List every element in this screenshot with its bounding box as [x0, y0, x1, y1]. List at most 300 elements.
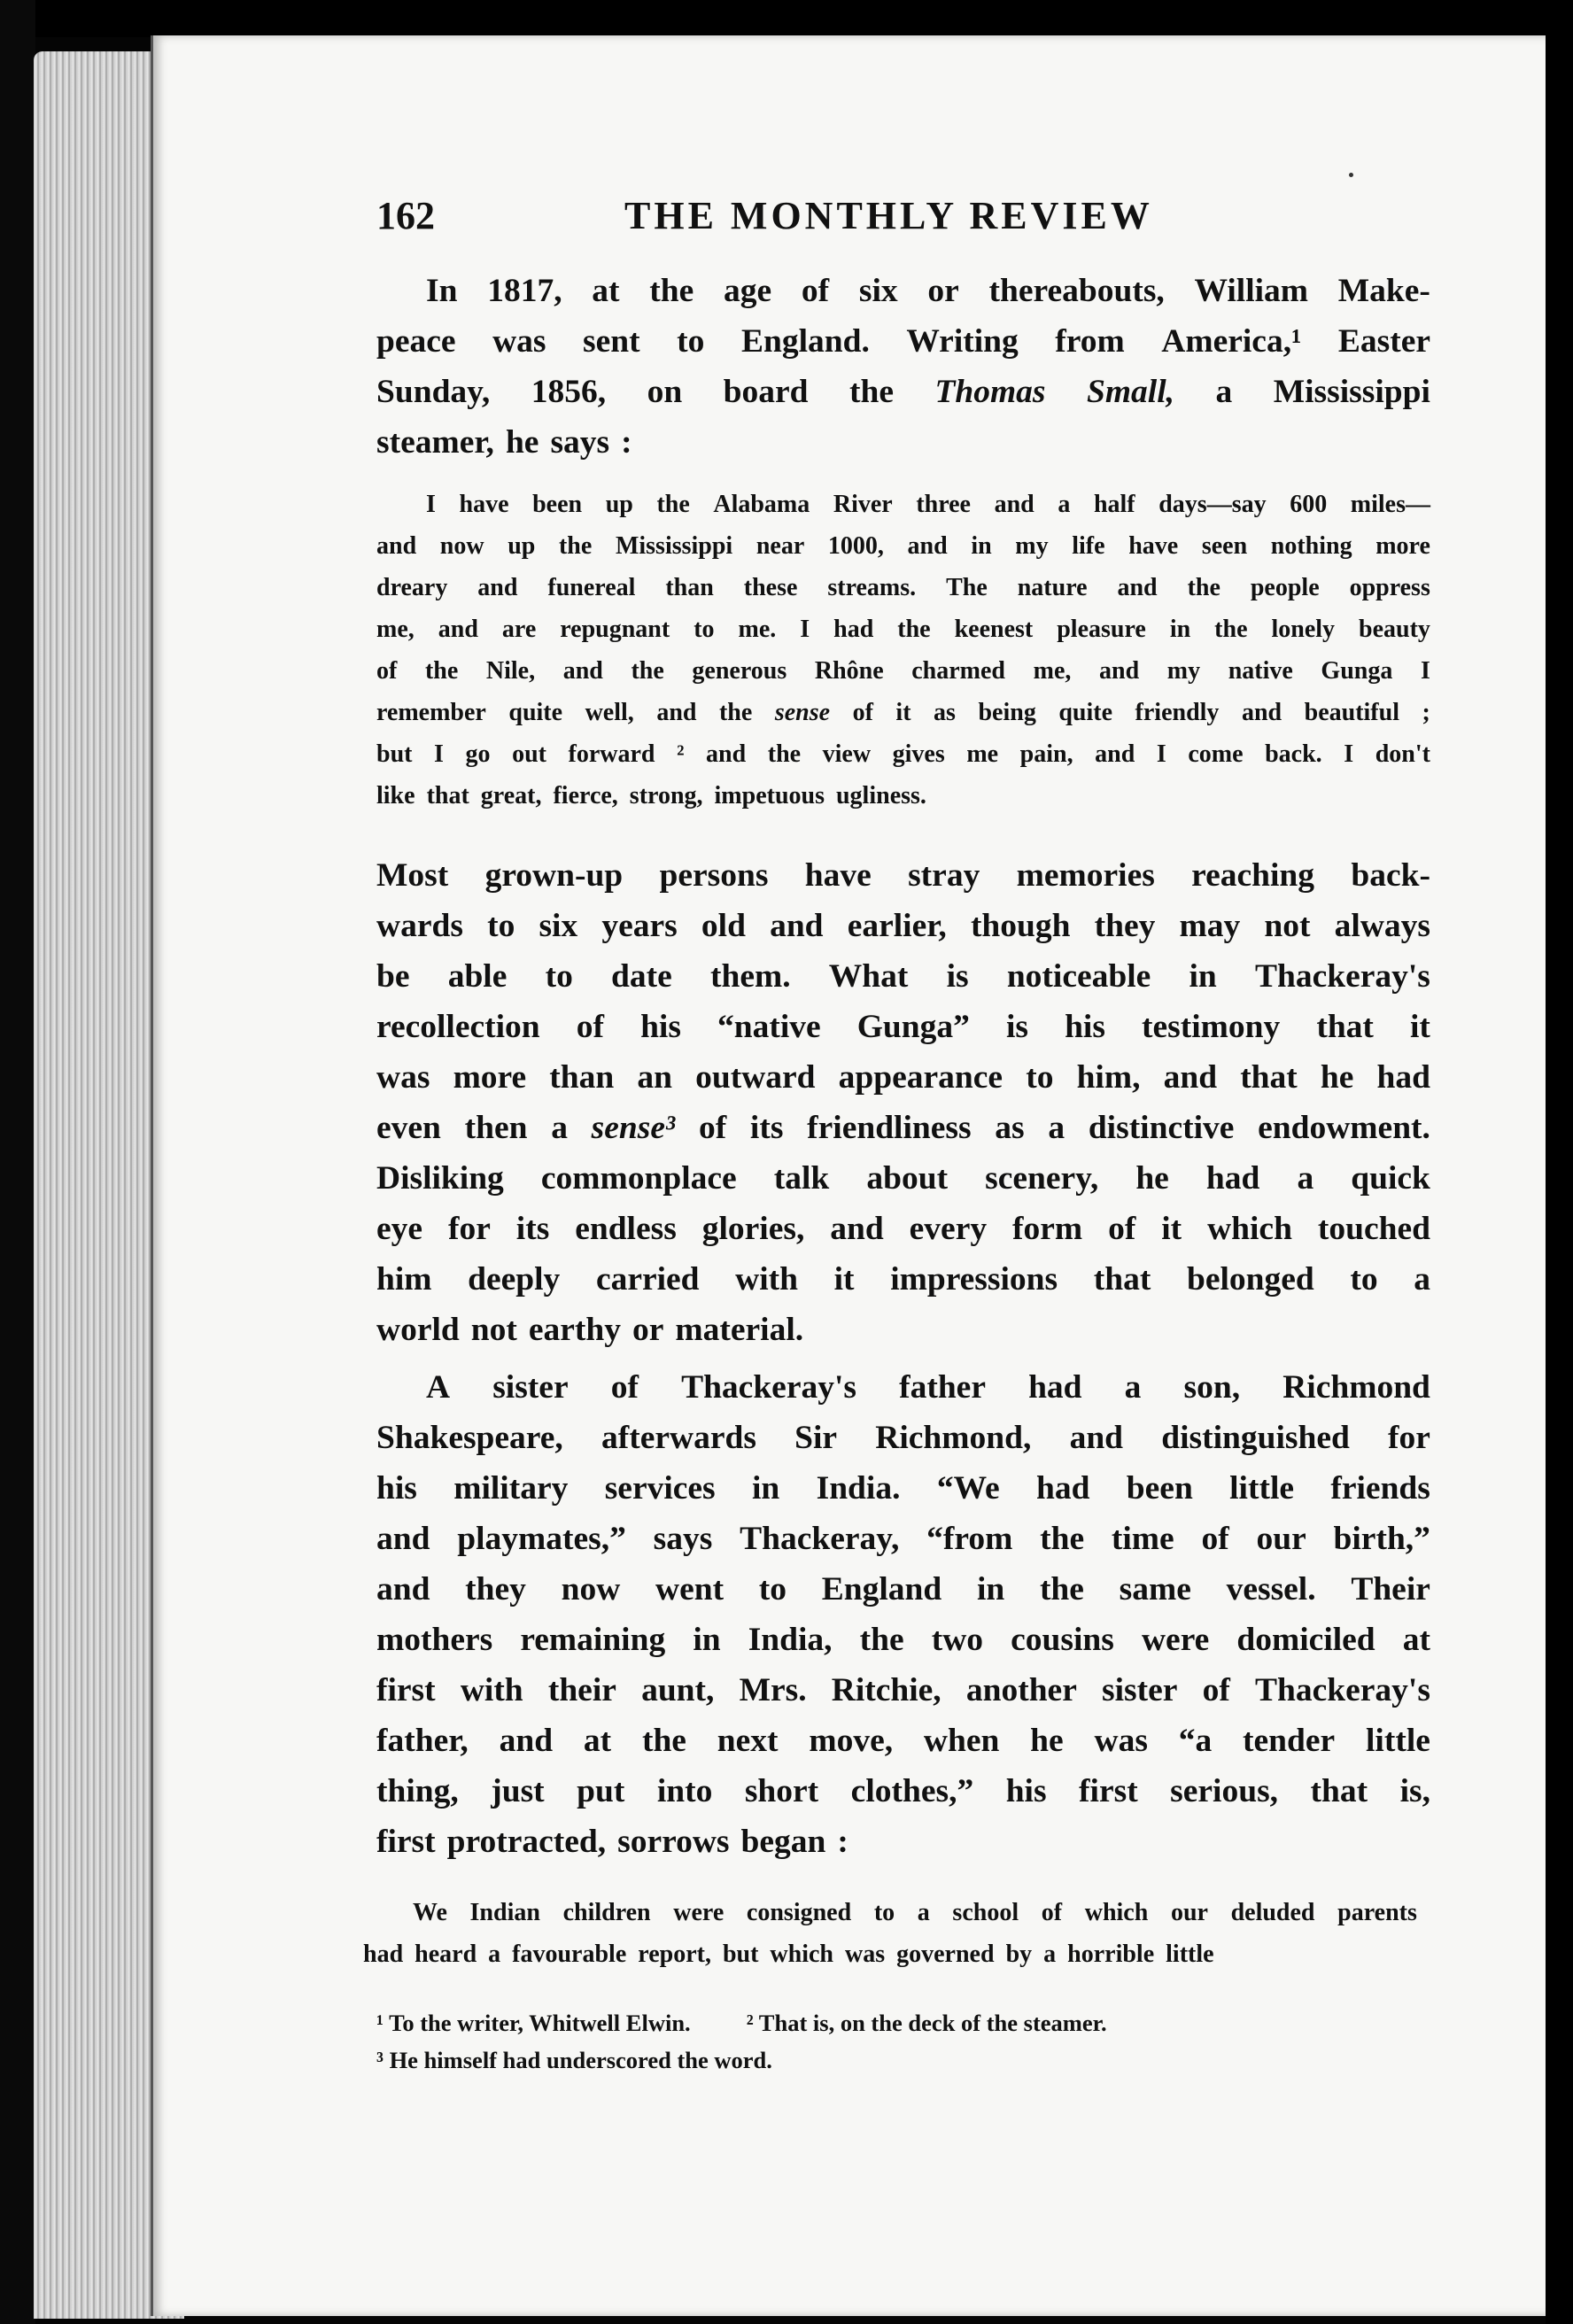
word: it	[895, 699, 911, 726]
text-line	[376, 650, 1430, 692]
text-line	[376, 608, 1430, 650]
word: distinctive	[1088, 1110, 1235, 1146]
word: lonely	[1271, 616, 1336, 643]
word: three	[916, 491, 971, 518]
word: quite	[508, 699, 563, 726]
word: is	[946, 958, 969, 995]
word: material.	[675, 1312, 804, 1348]
word: “a	[1178, 1723, 1213, 1759]
footnote-3: ³ He himself had underscored the word.	[376, 2047, 772, 2073]
text-line	[376, 1564, 1430, 1615]
word: they	[1094, 908, 1156, 944]
word: not	[470, 1312, 517, 1348]
word: to	[694, 616, 715, 643]
word: that	[1093, 1261, 1151, 1298]
word: put	[577, 1773, 625, 1809]
word: of	[1041, 1899, 1063, 1926]
word: Small,	[1087, 374, 1175, 410]
word: was	[376, 1059, 430, 1096]
word: near	[756, 532, 805, 560]
word: memories	[1016, 857, 1155, 894]
word: Make-	[1337, 273, 1430, 309]
word: quick	[1351, 1160, 1430, 1197]
footnote-2: ² That is, on the deck of the steamer.	[746, 2010, 1107, 2036]
word: Richmond,	[875, 1420, 1032, 1456]
word: view	[822, 740, 872, 768]
word: River	[833, 491, 893, 518]
word: Alabama	[713, 491, 810, 518]
word: repugnant	[560, 616, 670, 643]
text-line	[376, 367, 1430, 417]
word: little	[1229, 1470, 1295, 1507]
word: that	[1316, 1009, 1374, 1045]
word: at	[1402, 1622, 1430, 1658]
word: horrible	[1067, 1941, 1155, 1968]
word: then	[464, 1110, 528, 1146]
word: thing,	[376, 1773, 459, 1809]
word: and	[994, 491, 1034, 518]
word: them.	[709, 958, 791, 995]
text-line	[376, 1002, 1430, 1052]
page-number: 162	[376, 194, 435, 237]
running-title: THE MONTHLY REVIEW	[624, 194, 1153, 237]
word: report,	[638, 1941, 711, 1968]
word: been	[532, 491, 583, 518]
word: being	[978, 699, 1036, 726]
word: now	[561, 1571, 621, 1607]
word: a	[1043, 1941, 1057, 1968]
word: it	[1161, 1211, 1182, 1247]
word: the	[649, 273, 694, 309]
word: and	[499, 1723, 554, 1759]
word: a	[1215, 374, 1233, 410]
word: clothes,”	[850, 1773, 974, 1809]
word: mothers	[376, 1622, 493, 1658]
word: William	[1194, 273, 1309, 309]
word: a	[551, 1110, 568, 1146]
word: Indian	[469, 1899, 540, 1926]
word: domiciled	[1236, 1622, 1375, 1658]
word: been	[1126, 1470, 1193, 1507]
word: carried	[595, 1261, 700, 1298]
word: he	[505, 424, 539, 461]
word: afterwards	[601, 1420, 756, 1456]
word: though	[970, 908, 1071, 944]
word: which	[1207, 1211, 1292, 1247]
word: and	[1095, 740, 1135, 768]
word: more	[453, 1059, 527, 1096]
word: their	[547, 1672, 616, 1708]
word: his	[1065, 1009, 1105, 1045]
text-line	[376, 951, 1430, 1002]
word: were	[673, 1899, 725, 1926]
word: back.	[1265, 740, 1322, 768]
word: or	[927, 273, 959, 309]
word: forward	[568, 740, 655, 768]
word: a	[1297, 1160, 1314, 1197]
word: serious,	[1170, 1773, 1279, 1809]
word: next	[717, 1723, 779, 1759]
word: but	[376, 740, 413, 768]
word: than	[665, 574, 714, 601]
word: of	[698, 1110, 727, 1146]
word: and	[477, 574, 518, 601]
word: up	[605, 491, 633, 518]
word: form	[1012, 1211, 1083, 1247]
word: says	[653, 1521, 713, 1557]
word: days—say	[1158, 491, 1267, 518]
word: our	[1170, 1899, 1208, 1926]
text-line	[376, 1413, 1430, 1463]
word: 1000,	[827, 532, 884, 560]
word: was	[492, 323, 546, 360]
word: stray	[908, 857, 980, 894]
word: his	[1005, 1773, 1047, 1809]
word: for	[447, 1211, 491, 1247]
word: and	[656, 699, 697, 726]
word: :	[837, 1824, 848, 1860]
word: able	[447, 958, 508, 995]
word: back-	[1351, 857, 1430, 894]
word: a	[917, 1899, 930, 1926]
word: and	[1069, 1420, 1124, 1456]
text-line	[376, 692, 1430, 733]
word: 600	[1290, 491, 1328, 518]
text-line	[376, 901, 1430, 951]
paragraph-2	[376, 850, 1430, 1355]
word: in	[693, 1622, 721, 1658]
word: which	[1084, 1899, 1149, 1926]
text-line	[376, 733, 1430, 775]
word: The	[946, 574, 988, 601]
word: beautiful	[1304, 699, 1399, 726]
block-quote-2	[363, 1892, 1417, 1975]
word: not	[1264, 908, 1311, 944]
word: had	[833, 616, 874, 643]
word: the	[859, 1622, 904, 1658]
word: me,	[1033, 657, 1072, 685]
word: first	[376, 1672, 436, 1708]
word: Rhône	[814, 657, 884, 685]
word: military	[453, 1470, 569, 1507]
word: his	[640, 1009, 681, 1045]
word: but	[722, 1941, 759, 1968]
word: Gunga”	[856, 1009, 970, 1045]
word: ;	[1422, 699, 1430, 726]
text-line	[376, 1463, 1430, 1514]
word: little	[1366, 1723, 1430, 1759]
footnote-row-1	[376, 2004, 1430, 2041]
word: at	[592, 273, 620, 309]
word: nothing	[1270, 532, 1352, 560]
word: England	[821, 1571, 942, 1607]
word: its	[749, 1110, 784, 1146]
text-line	[376, 525, 1430, 567]
word: consigned	[746, 1899, 852, 1926]
footnote-1: ¹ To the writer, Whitwell Elwin.	[376, 2010, 691, 2036]
word: children	[562, 1899, 651, 1926]
word: great,	[480, 782, 542, 810]
word: of	[1201, 1521, 1229, 1557]
text-line	[376, 1766, 1430, 1817]
word: We	[413, 1899, 447, 1926]
word: Sunday,	[376, 374, 491, 410]
word: ugliness.	[835, 782, 926, 810]
word: impressions	[890, 1261, 1058, 1298]
word: in	[976, 1571, 1005, 1607]
word: “native	[717, 1009, 821, 1045]
word: from	[1055, 323, 1125, 360]
word: me	[966, 740, 999, 768]
word: sister	[492, 1369, 569, 1406]
word: which	[770, 1941, 833, 1968]
text-line	[376, 1817, 1430, 1867]
word: playmates,”	[457, 1521, 626, 1557]
page-header	[376, 193, 1430, 255]
word: to	[487, 908, 515, 944]
word: strong,	[629, 782, 703, 810]
word: the	[1040, 1521, 1085, 1557]
word: deluded	[1230, 1899, 1315, 1926]
text-line	[376, 1716, 1430, 1766]
word: and	[1117, 574, 1158, 601]
word: the	[558, 532, 593, 560]
word: world	[376, 1312, 460, 1348]
word: me,	[376, 616, 415, 643]
word: birth,”	[1333, 1521, 1430, 1557]
word: endowment.	[1258, 1110, 1430, 1146]
word: glories,	[701, 1211, 805, 1247]
word: friendly	[1135, 699, 1220, 726]
word: were	[1141, 1622, 1210, 1658]
word: have	[1128, 532, 1179, 560]
word: I	[1156, 740, 1166, 768]
word: Thomas	[934, 374, 1046, 410]
word: grown-up	[484, 857, 624, 894]
word: Thackeray's	[1254, 958, 1430, 995]
word: Mississippi	[615, 532, 733, 560]
word: remember	[376, 699, 486, 726]
text-line	[376, 567, 1430, 608]
word: earthy	[528, 1312, 621, 1348]
word: a	[1414, 1261, 1430, 1298]
word: of	[376, 657, 398, 685]
scan-right-edge	[1546, 0, 1573, 2324]
word: talk	[773, 1160, 830, 1197]
word: tender	[1243, 1723, 1336, 1759]
word: and	[1163, 1059, 1218, 1096]
word: had	[1205, 1160, 1260, 1197]
word: Easter	[1337, 323, 1430, 360]
word: our	[1256, 1521, 1306, 1557]
word: “from	[926, 1521, 1013, 1557]
word: had	[1028, 1369, 1082, 1406]
word: always	[1334, 908, 1430, 944]
word: streams.	[827, 574, 917, 601]
word: date	[611, 958, 672, 995]
word: they	[465, 1571, 526, 1607]
word: him	[376, 1261, 432, 1298]
word: of	[1202, 1672, 1230, 1708]
word: life	[1072, 532, 1105, 560]
word: and	[562, 657, 603, 685]
text-line	[376, 1665, 1430, 1716]
word: sister	[1102, 1672, 1178, 1708]
word: my	[1015, 532, 1049, 560]
word: just	[491, 1773, 545, 1809]
word: and	[1241, 699, 1282, 726]
word: gives	[892, 740, 945, 768]
word: six	[858, 273, 898, 309]
text-line	[376, 1254, 1430, 1305]
word: that	[1310, 1773, 1368, 1809]
word: 1817,	[487, 273, 562, 309]
word: the	[1039, 1571, 1084, 1607]
word: testimony	[1142, 1009, 1281, 1045]
word: friends	[1330, 1470, 1430, 1507]
word: cousins	[1011, 1622, 1114, 1658]
word: had	[1376, 1059, 1430, 1096]
word: sense	[774, 699, 831, 726]
word: Nile,	[485, 657, 536, 685]
word: to	[758, 1571, 787, 1607]
word: a	[488, 1941, 501, 1968]
word: endless	[575, 1211, 677, 1247]
word: pain,	[1019, 740, 1073, 768]
word: for	[1388, 1420, 1430, 1456]
word: time	[1111, 1521, 1174, 1557]
scan-top-edge	[0, 0, 1573, 37]
word: and	[376, 1521, 430, 1557]
scan-left-edge	[0, 0, 35, 2324]
word: A	[426, 1369, 451, 1406]
word: eye	[376, 1211, 423, 1247]
word: Richmond	[1282, 1369, 1430, 1406]
word: as	[934, 699, 956, 726]
word: oppress	[1349, 574, 1430, 601]
word: and	[438, 616, 478, 643]
word: had	[1035, 1470, 1090, 1507]
word: to	[873, 1899, 895, 1926]
word: was	[1094, 1723, 1148, 1759]
word: by	[1005, 1941, 1033, 1968]
word: and	[907, 532, 948, 560]
word: I	[1344, 740, 1354, 768]
word: be	[376, 958, 410, 995]
word: the	[641, 1723, 686, 1759]
word: generous	[692, 657, 787, 685]
word: of	[852, 699, 873, 726]
block-quote-1	[376, 484, 1430, 817]
word: with	[735, 1261, 799, 1298]
word: the	[767, 740, 802, 768]
word: England.	[740, 323, 870, 360]
word: the	[1214, 616, 1248, 643]
word: belonged	[1186, 1261, 1314, 1298]
word: of	[610, 1369, 639, 1406]
word: Writing	[906, 323, 1019, 360]
word: services	[604, 1470, 716, 1507]
word: in	[751, 1470, 780, 1507]
word: aunt,	[641, 1672, 715, 1708]
footnote-row-2	[376, 2041, 1430, 2079]
word: Ritchie,	[831, 1672, 941, 1708]
word: out	[512, 740, 546, 768]
word: and	[706, 740, 747, 768]
word: a	[1048, 1110, 1065, 1146]
word: Sir	[794, 1420, 838, 1456]
word: and	[376, 532, 417, 560]
word: persons	[659, 857, 769, 894]
word: Thackeray's	[681, 1369, 856, 1406]
word: now	[439, 532, 484, 560]
text-line	[376, 850, 1430, 901]
word: and	[770, 908, 824, 944]
word: recollection	[376, 1009, 540, 1045]
word: is	[1005, 1009, 1028, 1045]
word: the	[424, 657, 459, 685]
word: that	[426, 782, 469, 810]
word: to	[545, 958, 573, 995]
word: protracted,	[446, 1824, 607, 1860]
word: in	[971, 532, 992, 560]
word: come	[1188, 740, 1244, 768]
word: the	[849, 374, 895, 410]
word: reaching	[1191, 857, 1315, 894]
word: are	[501, 616, 537, 643]
word: Thackeray's	[1255, 1672, 1430, 1708]
word: of	[1108, 1211, 1136, 1247]
word: old	[701, 908, 746, 944]
word: at	[583, 1723, 612, 1759]
word: heard	[415, 1941, 477, 1968]
word: began	[740, 1824, 826, 1860]
word: he	[1135, 1160, 1169, 1197]
text-line	[376, 1153, 1430, 1204]
word: noticeable	[1006, 958, 1151, 995]
word: every	[909, 1211, 988, 1247]
text-line	[376, 266, 1430, 316]
word: more	[1375, 532, 1430, 560]
word: first	[376, 1824, 436, 1860]
word: and	[830, 1211, 884, 1247]
word: pleasure	[1057, 616, 1146, 643]
word: I	[1420, 657, 1430, 685]
word: move,	[809, 1723, 894, 1759]
word: well,	[585, 699, 634, 726]
word: have	[804, 857, 872, 894]
text-line	[376, 1103, 1430, 1153]
word: thereabouts,	[988, 273, 1165, 309]
word: don't	[1375, 740, 1430, 768]
word: America,¹	[1161, 323, 1302, 360]
word: scenery,	[985, 1160, 1099, 1197]
word: had	[363, 1941, 404, 1968]
word: half	[1093, 491, 1135, 518]
word: nature	[1017, 574, 1088, 601]
ink-speck	[1349, 173, 1353, 177]
word: of	[801, 273, 830, 309]
word: six	[539, 908, 578, 944]
word: may	[1179, 908, 1241, 944]
word: says	[550, 424, 610, 461]
word: In	[426, 273, 458, 309]
word: miles—	[1350, 491, 1430, 518]
word: his	[376, 1470, 417, 1507]
word: I	[426, 491, 436, 518]
word: he	[1320, 1059, 1354, 1096]
word: I	[800, 616, 810, 643]
